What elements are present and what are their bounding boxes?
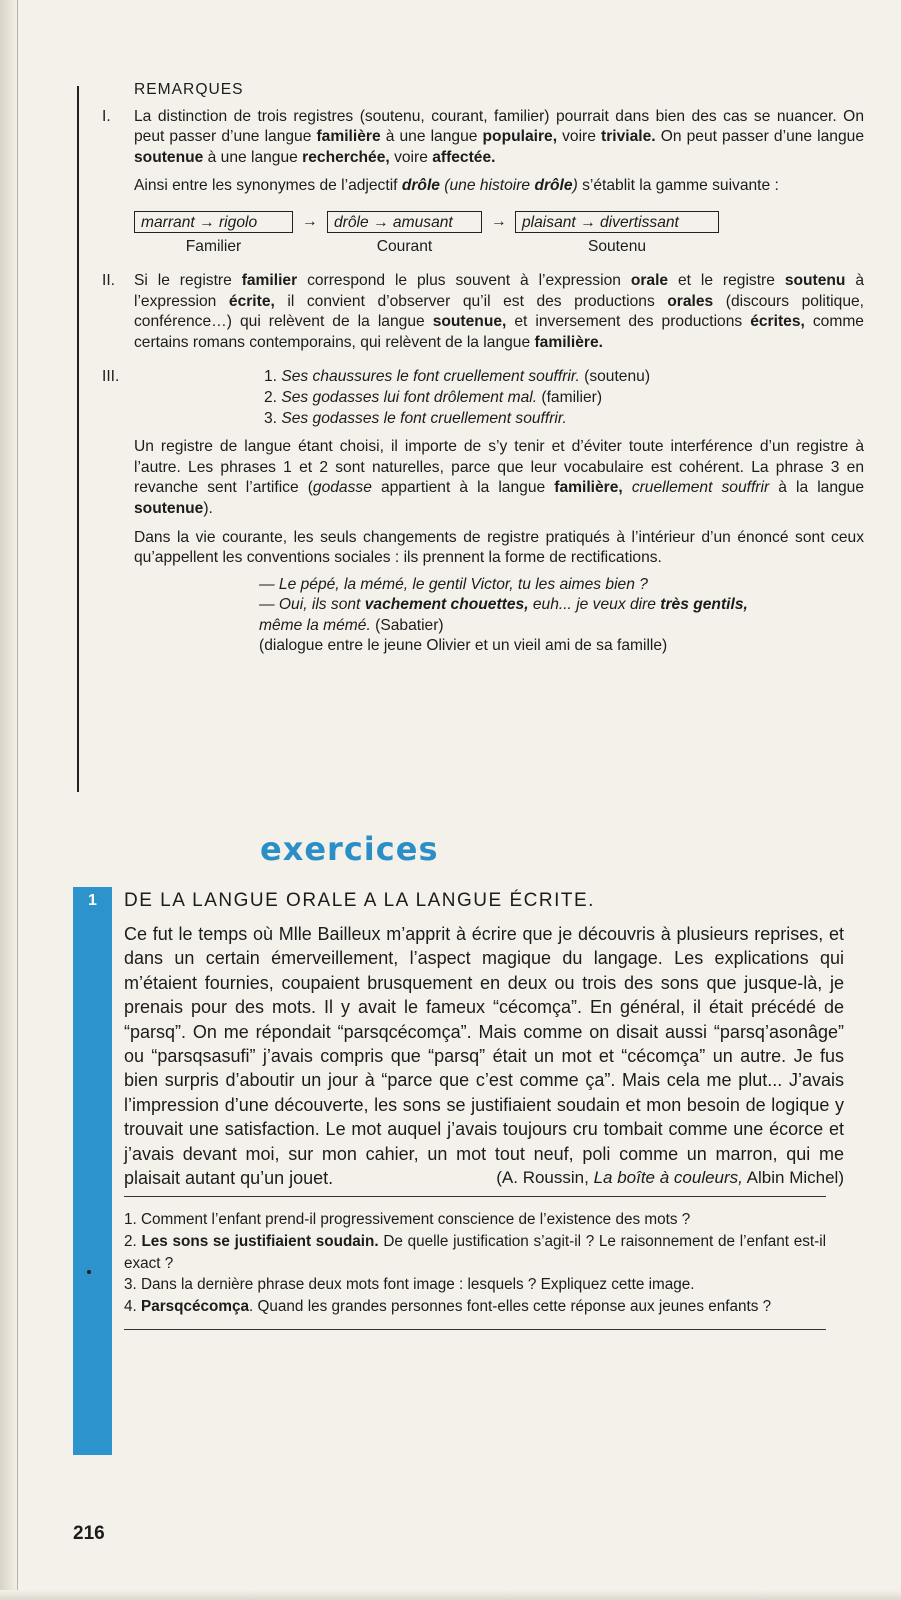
remark-3-paragraph-2: Dans la vie courante, les seuls changements de registre pratiqués à l’intérieur d’un énoncé sont ceux qu’appellent les conventions sociales : ils prennent la forme de rectifications. xyxy=(134,528,864,567)
exercise-passage xyxy=(124,922,844,1190)
arrow-icon: → xyxy=(491,212,507,230)
arrow-icon: → xyxy=(302,212,318,230)
question-2: 2. Les sons se justifiaient soudain. De quelle justification s’agit-il ? Le raisonnement de l’enfant est-il exact ? xyxy=(124,1233,826,1272)
gamut-label-familier: Familier xyxy=(185,237,242,255)
exercise-heading: DE LA LANGUE ORALE A LA LANGUE ÉCRITE. xyxy=(124,890,595,911)
remark-3-numeral: III. xyxy=(102,368,120,386)
exercise-questions xyxy=(124,1209,826,1317)
question-4: 4. Parsqcécomça. Quand les grandes personnes font-elles cette réponse aux jeunes enfants ? xyxy=(124,1297,772,1315)
dialogue-quote xyxy=(259,575,864,657)
remark-1-numeral: I. xyxy=(102,107,111,125)
passage-citation: (A. Roussin, La boîte à couleurs, Albin Michel) xyxy=(496,1168,844,1188)
divider-top xyxy=(124,1196,826,1197)
question-1: 1. Comment l’enfant prend-il progressivement conscience de l’existence des mots ? xyxy=(124,1211,691,1229)
gamut-label-soutenu: Soutenu xyxy=(587,237,647,255)
dialogue-line-2: — Oui, ils sont vachement chouettes, euh... je veux dire très gentils, xyxy=(259,596,748,614)
passage-text: Ce fut le temps où Mlle Bailleux m’apprit à écrire que je découvris à plusieurs reprises, et dans un certain émerveillement, l’aspect magique du langage. Les explications qui m’étaient fournies, coupaient brusquement en deux ou trois des sons que jusque-là, je prenais pour des mots. Il y avait le fameux “cécomça”. En général, il était précédé de “parsq”. On me répondait “parsqcécomça”. Mais comme on disait aussi “parsq’asonâge” ou “parsqsasufi” j’avais compris que “parsq” était un mot et “cécomça” un autre. Je fus bien surpris d’aboutir un jour à “parce que c’est comme ça”. Mais cela me plut... J’avais l’impression d’une découverte, les sons se justifiaient soudain et mon besoin de logique y trouvait une satisfaction. Le mot auquel j’avais toujours cru tombait comme une écorce et j’avais devant moi, sur mon cahier, un mot tout neuf, poli comme un marron, qui me plaisait autant qu’un jouet. xyxy=(124,924,844,1189)
dialogue-context: (dialogue entre le jeune Olivier et un vieil ami de sa famille) xyxy=(259,637,668,655)
example-sentence-3: 3. Ses godasses le font cruellement souffrir. xyxy=(264,409,567,427)
remarks-section xyxy=(92,80,864,657)
exercise-number: 1 xyxy=(88,892,97,909)
bullet-dot xyxy=(87,1270,91,1274)
example-sentences xyxy=(264,367,864,429)
dialogue-line-3: même la mémé. (Sabatier) xyxy=(259,616,444,634)
remark-2-paragraph: Si le registre familier correspond le plus souvent à l’expression orale et le registre soutenu à l’expression écrite, il convient d’observer qu’il est des productions orales (discours politique, conférence…) qui relèvent de la langue soutenue, et inversement des productions écrites, comme certains romans contemporains, qui relèvent de la langue familière. xyxy=(134,271,865,351)
dialogue-line-1: — Le pépé, la mémé, le gentil Victor, tu les aimes bien ? xyxy=(259,575,648,593)
gamut-label-courant: Courant xyxy=(376,237,433,255)
exercise-1 xyxy=(124,888,844,1330)
exercices-heading: exercices xyxy=(260,830,439,868)
remarks-side-rule xyxy=(77,86,79,792)
page-number: 216 xyxy=(73,1523,105,1544)
remark-2-numeral: II. xyxy=(102,271,115,289)
gamut-box-soutenu: plaisant → divertissant xyxy=(515,211,719,233)
example-sentence-1: 1. Ses chaussures le font cruellement souffrir. (soutenu) xyxy=(264,368,651,386)
remark-3-paragraph-1: Un registre de langue étant choisi, il importe de s’y tenir et d’éviter toute interférence d’un registre à l’autre. Les phrases 1 et 2 sont naturelles, parce que leur vocabulaire est cohérent. La phrase 3 en revanche sent l’artifice (godasse appartient à la langue familière, cruellement souffrir à la langue soutenue). xyxy=(134,438,865,517)
remark-1 xyxy=(92,107,864,267)
exercise-color-bar xyxy=(73,887,112,1455)
remarks-title: REMARQUES xyxy=(134,81,244,98)
question-3: 3. Dans la dernière phrase deux mots font image : lesquels ? Expliquez cette image. xyxy=(124,1276,695,1294)
gamut-box-familier: marrant → rigolo xyxy=(134,211,293,233)
remark-1-paragraph-2: Ainsi entre les synonymes de l’adjectif drôle (une histoire drôle) s’établit la gamme suivante : xyxy=(134,177,779,195)
example-sentence-2: 2. Ses godasses lui font drôlement mal. (familier) xyxy=(264,388,603,406)
gamut-box-courant: drôle → amusant xyxy=(327,211,482,233)
remark-3 xyxy=(92,367,864,657)
register-gamut xyxy=(134,211,864,267)
page-bottom-edge xyxy=(0,1590,901,1600)
divider-bottom xyxy=(124,1329,826,1330)
page-edge xyxy=(0,0,18,1600)
remark-2 xyxy=(92,271,864,353)
remark-1-paragraph-1: La distinction de trois registres (soutenu, courant, familier) pourrait dans bien des cas se nuancer. On peut passer d’une langue familière à une langue populaire, voire triviale. On peut passer d’une langue soutenue à une langue recherchée, voire affectée. xyxy=(134,107,864,166)
